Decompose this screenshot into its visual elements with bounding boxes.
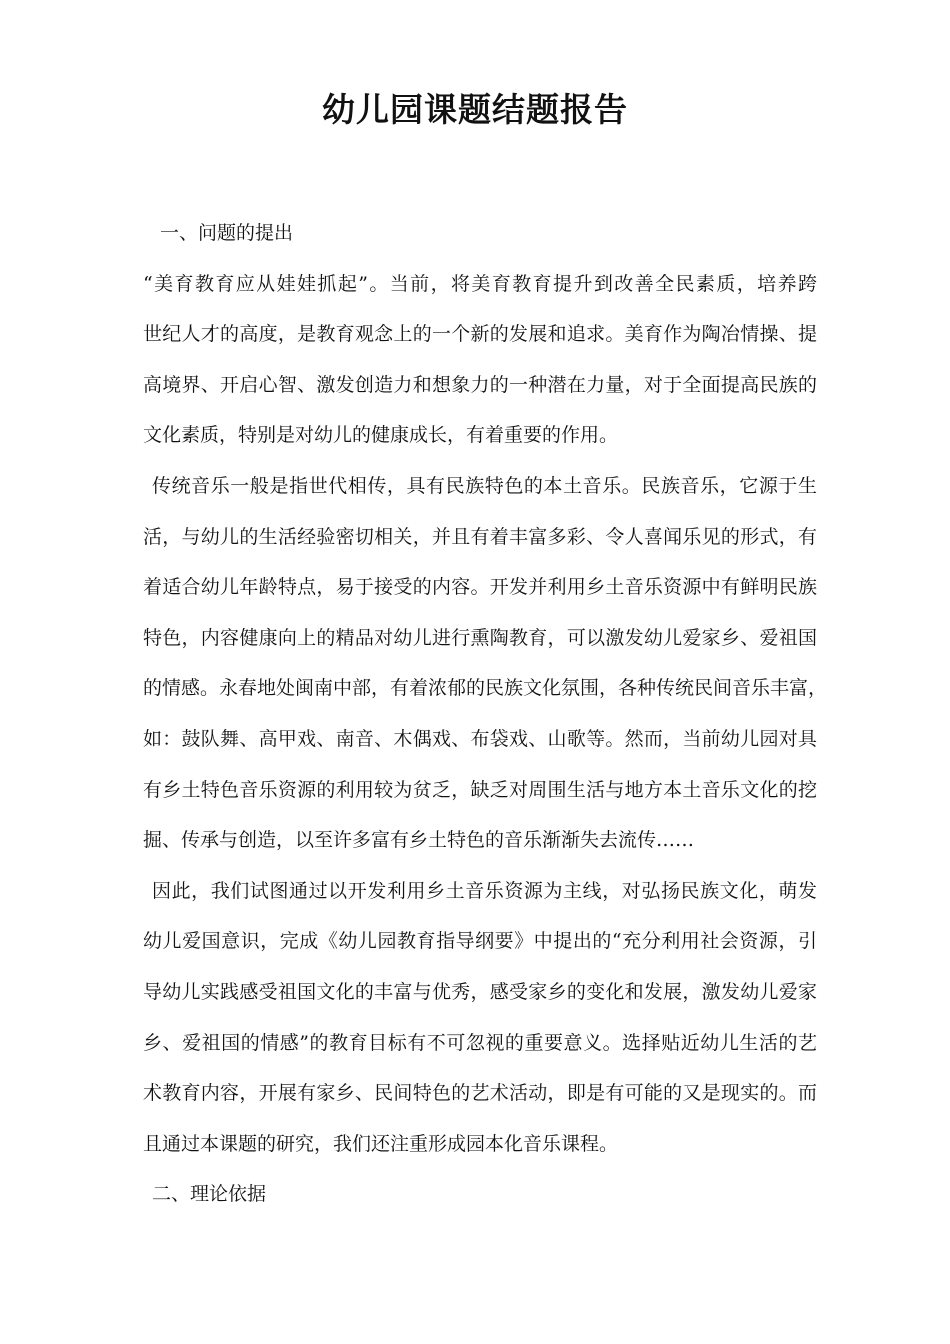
document-title: 幼儿园课题结题报告	[322, 90, 628, 129]
text-line: 特色，内容健康向上的精品对幼儿进行熏陶教育，可以激发幼儿爱家乡、爱祖国	[143, 626, 817, 649]
text-line: 术教育内容，开展有家乡、民间特色的艺术活动，即是有可能的又是现实的。而	[143, 1082, 817, 1105]
text-line: 如：鼓队舞、高甲戏、南音、木偶戏、布袋戏、山歌等。然而，当前幼儿园对具	[143, 727, 817, 750]
text-line: 乡、爱祖国的情感”的教育目标有不可忽视的重要意义。选择贴近幼儿生活的艺	[143, 1031, 817, 1054]
document-body	[143, 208, 828, 1220]
text-line: 有乡土特色音乐资源的利用较为贫乏，缺乏对周围生活与地方本土音乐文化的挖	[143, 778, 817, 801]
text-line: 掘、传承与创造，以至许多富有乡土特色的音乐渐渐失去流传……	[143, 829, 695, 852]
text-line: 活，与幼儿的生活经验密切相关，并且有着丰富多彩、令人喜闻乐见的形式，有	[143, 525, 817, 548]
text-line: 因此，我们试图通过以开发利用乡土音乐资源为主线，对弘扬民族文化，萌发	[152, 879, 817, 902]
text-line: 的情感。永春地处闽南中部，有着浓郁的民族文化氛围，各种传统民间音乐丰富，	[143, 677, 828, 700]
text-line: 幼儿爱国意识，完成《幼儿园教育指导纲要》中提出的“充分利用社会资源，引	[143, 930, 817, 953]
paragraph	[143, 461, 828, 866]
text-line: 文化素质，特别是对幼儿的健康成长，有着重要的作用。	[143, 424, 619, 447]
text-line: 着适合幼儿年龄特点，易于接受的内容。开发并利用乡土音乐资源中有鲜明民族	[143, 576, 817, 599]
paragraph	[143, 866, 817, 1170]
section-heading: 一、问题的提出	[160, 222, 294, 244]
text-line: “美育教育应从娃娃抓起”。当前，将美育教育提升到改善全民素质，培养跨	[143, 272, 817, 295]
text-line: 且通过本课题的研究，我们还注重形成园本化音乐课程。	[143, 1132, 619, 1155]
text-line: 传统音乐一般是指世代相传，具有民族特色的本土音乐。民族音乐，它源于生	[152, 474, 817, 497]
text-line: 世纪人才的高度，是教育观念上的一个新的发展和追求。美育作为陶冶情操、提	[143, 323, 817, 346]
paragraph	[143, 259, 817, 461]
text-line: 高境界、开启心智、激发创造力和想象力的一种潜在力量，对于全面提高民族的	[143, 373, 817, 396]
text-line: 导幼儿实践感受祖国文化的丰富与优秀，感受家乡的变化和发展，激发幼儿爱家	[143, 980, 817, 1003]
section-heading: 二、理论依据	[152, 1183, 267, 1206]
